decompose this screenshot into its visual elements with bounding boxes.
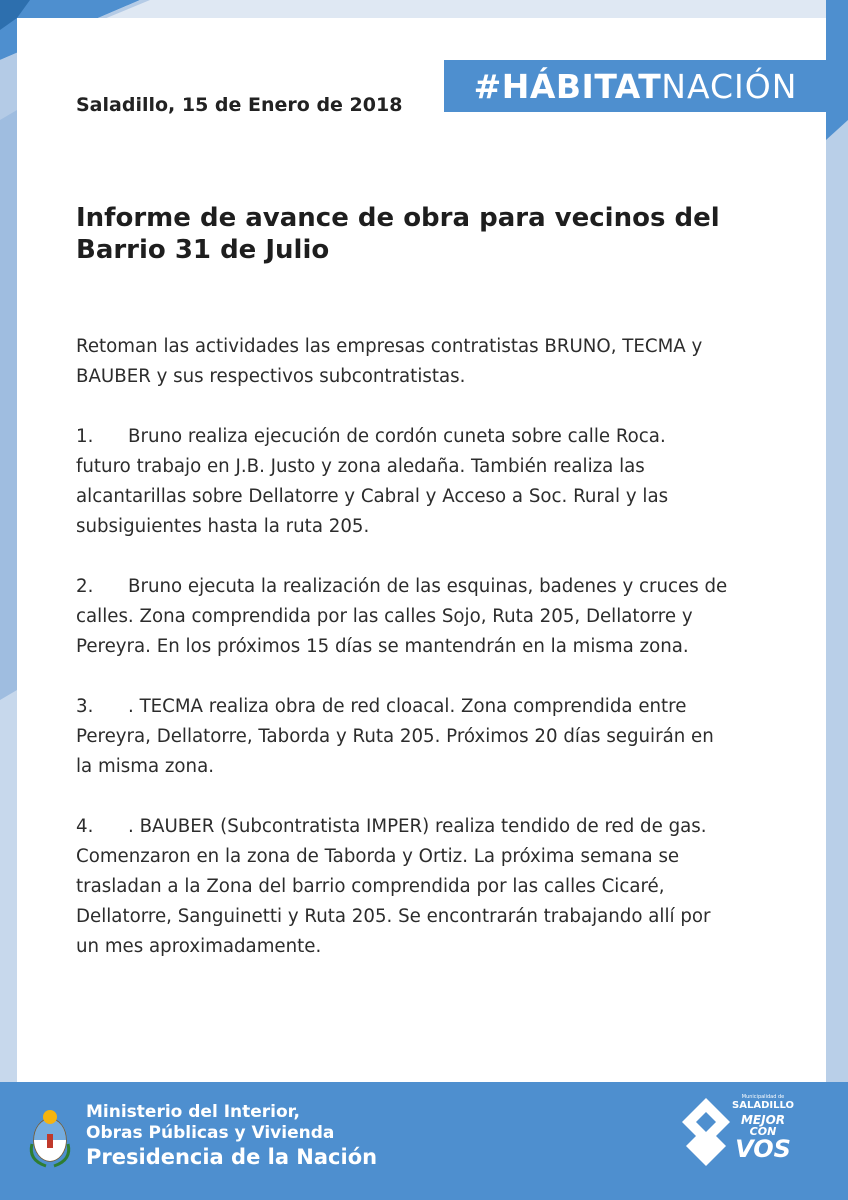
intro-line: Retoman las actividades las empresas contratistas BRUNO, TECMA y [76,336,703,357]
date-line: Saladillo, 15 de Enero de 2018 [76,94,403,116]
intro-paragraph [76,332,796,392]
item-number: 4. [76,816,94,837]
ministry-block [86,1102,377,1171]
presidency-line: Presidencia de la Nación [86,1145,378,1169]
municipality-name: SALADILLO [732,1100,794,1111]
hashtag-bold: #HÁBITAT [473,66,662,106]
saladillo-logo-text [730,1094,796,1161]
item-line: trasladan a la Zona del barrio comprendida por las calles Cicaré, [76,876,665,897]
item-line: la misma zona. [76,756,214,777]
list-item [76,422,796,542]
list-item [76,572,796,662]
slogan-1: MEJOR [740,1113,786,1127]
list-item [76,812,796,962]
item-line: un mes aproximadamente. [76,936,322,957]
list-item [76,692,796,782]
document-body [76,332,796,992]
item-line: 4. . BAUBER (Subcontratista IMPER) realiza tendido de red de gas. [76,812,796,842]
item-line: 3. . TECMA realiza obra de red cloacal. Zona comprendida entre [76,692,796,722]
item-line: Pereyra. En los próximos 15 días se mantendrán en la misma zona. [76,636,689,657]
item-line: futuro trabajo en J.B. Justo y zona aledaña. También realiza las [76,456,645,477]
item-line: 2. Bruno ejecuta la realización de las esquinas, badenes y cruces de [76,572,796,602]
item-line: 1. Bruno realiza ejecución de cordón cuneta sobre calle Roca. [76,422,796,452]
item-line: Pereyra, Dellatorre, Taborda y Ruta 205. Próximos 20 días seguirán en [76,726,714,747]
ministry-line-2: Obras Públicas y Vivienda [86,1123,335,1143]
item-line: alcantarillas sobre Dellatorre y Cabral y Acceso a Soc. Rural y las [76,486,669,507]
item-line: subsiguientes hasta la ruta 205. [76,516,370,537]
municipality-small: Municipalidad de [741,1094,785,1100]
item-number: 1. [76,426,94,447]
coat-of-arms-icon [26,1104,74,1170]
slogan-3: VOS [735,1135,791,1163]
document-title: Informe de avance de obra para vecinos del Barrio 31 de Julio [76,203,720,265]
intro-line: BAUBER y sus respectivos subcontratistas. [76,366,466,387]
ministry-line-1: Ministerio del Interior, [86,1102,301,1122]
item-line: Comenzaron en la zona de Taborda y Ortiz. La próxima semana se [76,846,680,867]
habitat-nacion-banner [444,60,827,112]
item-line: calles. Zona comprendida por las calles Sojo, Ruta 205, Dellatorre y [76,606,693,627]
item-number: 3. [76,696,94,717]
item-line: Dellatorre, Sanguinetti y Ruta 205. Se encontrarán trabajando allí por [76,906,711,927]
item-number: 2. [76,576,94,597]
hashtag-light: NACIÓN [661,66,798,106]
slogan-2: CON [749,1125,777,1138]
